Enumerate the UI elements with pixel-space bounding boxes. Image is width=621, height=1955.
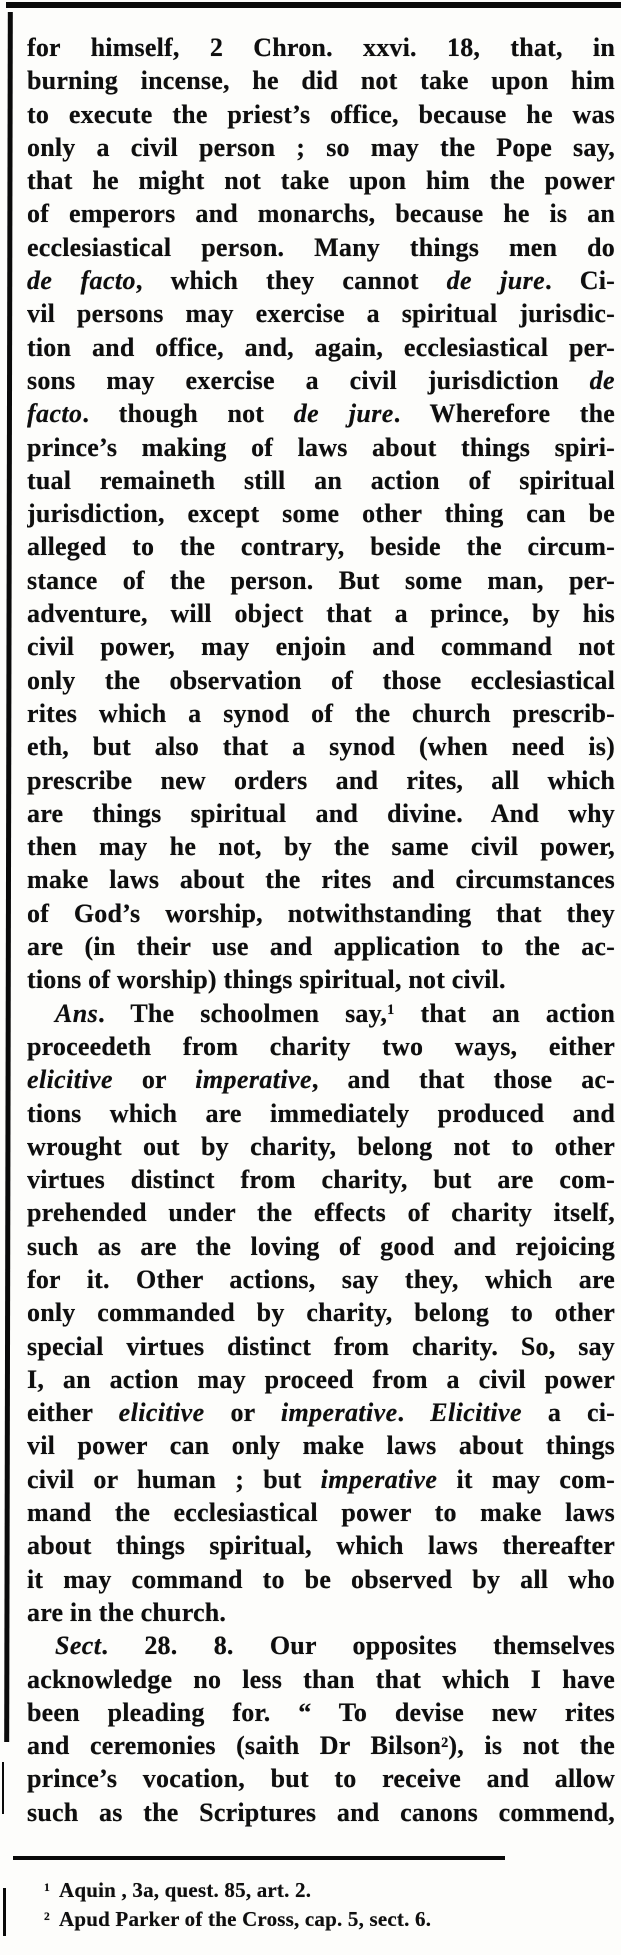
text-line: tions of worship) things spiritual, not civil.: [27, 965, 506, 995]
text-line: adventure, will object that a prince, by his: [27, 599, 615, 629]
text-line: Ans. The schoolmen say,$^1$ that an action: [55, 998, 615, 1028]
text-line: and ceremonies (saith Dr Bilson$^2$), is not the: [27, 1731, 615, 1761]
footnote-separator: [13, 1856, 505, 1860]
text-line: proceedeth from charity two ways, either: [27, 1031, 615, 1061]
text-line: prescribe new orders and rites, all which: [27, 765, 615, 795]
text-line: only commanded by charity, belong to other: [27, 1298, 615, 1328]
text-line: for it. Other actions, say they, which are: [27, 1264, 615, 1294]
text-line: ecclesiastical person. Many things men do: [27, 232, 615, 262]
text-line: stance of the person. But some man, per-: [27, 565, 615, 595]
text-line: acknowledge no less than that which I have: [27, 1664, 615, 1694]
text-line: de facto, which they cannot de jure. Ci-: [27, 266, 615, 296]
page-top-rule: [6, 2, 621, 8]
text-line: are things spiritual and divine. And why: [27, 798, 615, 828]
text-line: tions which are immediately produced and: [27, 1098, 615, 1128]
text-line: for himself, 2 Chron. xxvi. 18, that, in: [27, 33, 615, 62]
text-line: eth, but also that a synod (when need is): [27, 732, 615, 762]
text-line: civil or human ; but imperative it may com-: [27, 1464, 615, 1494]
text-line: then may he not, by the same civil power,: [27, 832, 615, 862]
page-left-rule: [4, 12, 13, 1742]
text-line: virtues distinct from charity, but are com-: [27, 1165, 615, 1195]
text-line: elicitive or imperative, and that those ac-: [27, 1065, 615, 1095]
text-line: prince’s making of laws about things spiri-: [27, 432, 615, 462]
footnote-marker: 1: [44, 1882, 50, 1895]
text-line: prince’s vocation, but to receive and allow: [27, 1764, 615, 1794]
body-text-column: [27, 31, 615, 1829]
text-line: either elicitive or imperative. Elicitive a ci-: [27, 1398, 615, 1428]
page-left-rule-fragment: [3, 1888, 6, 1936]
footnotes-block: [44, 1876, 584, 1933]
page-left-rule-fragment: [2, 1762, 4, 1814]
text-line: it may command to be observed by all who: [27, 1564, 615, 1594]
text-line: are (in their use and application to the ac-: [27, 932, 615, 962]
text-line: mand the ecclesiastical power to make laws: [27, 1498, 615, 1528]
text-line: facto. though not de jure. Wherefore the: [27, 399, 615, 429]
footnote: $^1$ Aquin , 3a, quest. 85, art. 2.: [44, 1878, 312, 1902]
text-line: tion and office, and, again, ecclesiastical per-: [27, 332, 615, 362]
text-line: rites which a synod of the church prescrib-: [27, 698, 615, 728]
text-line: I, an action may proceed from a civil power: [27, 1364, 615, 1394]
text-line: are in the church.: [27, 1597, 227, 1627]
text-line: to execute the priest’s office, because he was: [27, 99, 615, 129]
text-line: such as are the loving of good and rejoicing: [27, 1231, 615, 1261]
footnote: $^2$ Apud Parker of the Cross, cap. 5, sect. 6.: [44, 1906, 432, 1931]
text-line: make laws about the rites and circumstances: [27, 865, 615, 895]
footnote-marker: 2: [44, 1910, 50, 1923]
text-line: special virtues distinct from charity. So, say: [27, 1331, 615, 1361]
text-line: alleged to the contrary, beside the circum-: [27, 532, 615, 562]
text-line: civil power, may enjoin and command not: [27, 632, 615, 662]
text-line: only the observation of those ecclesiastical: [27, 665, 615, 695]
text-line: tual remaineth still an action of spiritual: [27, 465, 615, 495]
text-line: of God’s worship, notwithstanding that they: [27, 898, 615, 928]
text-line: that he might not take upon him the power: [27, 166, 615, 196]
text-line: such as the Scriptures and canons commend,: [27, 1797, 615, 1827]
text-line: vil persons may exercise a spiritual jurisdic-: [27, 299, 615, 329]
text-line: wrought out by charity, belong not to other: [27, 1131, 615, 1161]
text-line: been pleading for. “ To devise new rites: [27, 1697, 615, 1727]
text-line: sons may exercise a civil jurisdiction de: [27, 365, 615, 395]
text-line: burning incense, he did not take upon him: [27, 66, 615, 96]
text-line: Sect. 28. 8. Our opposites themselves: [55, 1631, 615, 1661]
text-line: prehended under the effects of charity itself,: [27, 1198, 615, 1228]
text-line: about things spiritual, which laws thereafter: [27, 1531, 615, 1561]
text-line: vil power can only make laws about things: [27, 1431, 615, 1461]
text-line: of emperors and monarchs, because he is an: [27, 199, 615, 229]
text-line: only a civil person ; so may the Pope say,: [27, 132, 615, 162]
text-line: jurisdiction, except some other thing can be: [27, 499, 615, 529]
